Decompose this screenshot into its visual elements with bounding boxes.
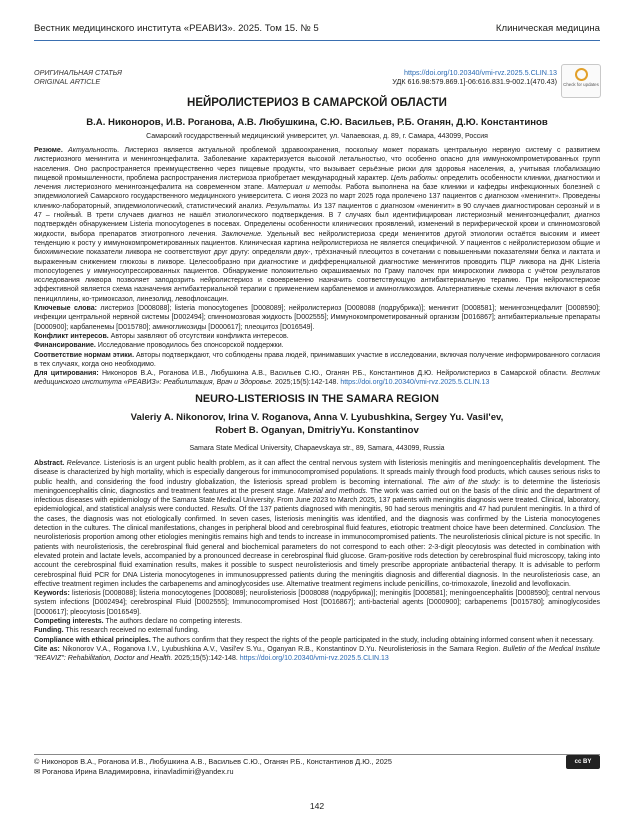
title-ru: НЕЙРОЛИСТЕРИОЗ В САМАРСКОЙ ОБЛАСТИ [187,97,447,109]
funding-en [34,626,600,635]
competing-label-en: Competing interests. [34,618,104,626]
article-identifiers [392,68,557,87]
cite-journal-en: Bulletin of the Medical Institute "REAVIZ": Rehabilitation, Doctor and Health. [34,645,601,663]
ethics-label-en: Compliance with ethical principles. [34,636,151,644]
cite-text-ru: Никоноров В.А., Роганова И.В., Любушкина А.В., Васильев С.Ю., Оганян Р.Б., Константинов Д.Ю. Нейролистериоз в Самарской области. [101,370,568,378]
article-type-en: ORIGINAL ARTICLE [34,77,101,87]
methods-en: The work was carried out on the basis of the clinic and the department of infectious diseases with epidemiology of the Samara State Medical University. From June 2023 to March 2025, 137 patients with meningitis diagnosis were treated. Clinical, laboratory, epidemiological, and statistical analysis were conducted. [34,487,600,514]
cite-tail-en: 2025;15(5):142-148. [174,655,238,663]
citation-en [34,645,600,664]
running-header [34,23,600,37]
section-name: Клиническая медицина [495,23,600,34]
results-label-en: Results. [211,506,237,514]
abstract-label: Abstract. [34,460,65,467]
ethics-text-en: The authors confirm that they respect the rights of the people participated in the study, including obtaining informed consent when it necessary. [152,636,594,644]
competing-en [34,617,600,626]
relevance-en: Listeriosis is an urgent public health problem, as it can affect the central nervous system with listeriosis meningitis and meningoencephalitis development. The disease is characterized by high mortality, which is especially dangerous for immunocompromised populations. It spreads mainly through food products, which causes serious risks to public health, and considering the food industry globalization, the listeriosis spread problem is becoming international. [34,460,600,486]
ethics-label-ru: Соответствие нормам этики. [34,351,135,359]
authors-en [34,411,600,437]
keywords-en [34,589,600,617]
header-divider [34,40,600,41]
citation-ru [34,369,600,388]
footer-copyright-block [34,757,392,777]
page-number: 142 [309,801,325,811]
journal-name: Вестник медицинского института «РЕАВИЗ». 2025. Том 15. № 5 [34,23,319,34]
affiliation-ru: Самарский государственный медицинский университет, ул. Чапаевская, д. 89, г. Самара, 443099, Россия [146,133,488,140]
funding-label-ru: Финансирование. [34,342,96,350]
aim-en: is to determine the listeriosis meningoencephalitis clinic, diagnostics and treatment features at the present stage. [34,478,600,495]
check-for-updates-badge[interactable] [561,64,601,98]
update-check-icon [575,68,588,81]
cite-doi-link-ru[interactable]: https://doi.org/10.20340/vmi-rvz.2025.5.CLIN.13 [340,379,490,387]
udc-code: УДК 616.98:579.869.1]-06:616.831.9-002.1(470.43) [392,77,557,87]
conclusion-label-ru: Заключение. [221,230,263,238]
aim-label-ru: Цель работы: [390,174,439,182]
conclusion-en: The neurolisteriosis proportion among other etiologies meningitis remains high and tends to increase in immunocompromised patients. The neurolisteriosis clinical picture is not specific. In patients with neurolisteriosis, the cerebrospinal fluid general and biochemical parameters do not correspond to each other: 2-3-digit pleocytosis was detected in combination with elevated protein and lactate levels, accompanied by a pronounced decrease in cerebrospinal fluid glucose. Gram-positive rods detection by cerebrospinal fluid microscopy, taking into account the cerebrospinal fluid examination results, makes it possible to suspect neurolisteriosis and timely prescribe appropriate antibacterial therapy. It is advisable to perform cerebrospinal fluid PCR for DNA Listeria monocytogenes in immunosuppressed patients during the meningitis diagnosis and differential diagnosis. In the neurolisteriosis case, an effective treatment regimen includes the carbapenems and aminoglycosides use. Alternative treatment regimens include penicillins, co-trimoxazole, linezolid and levofloxacin. [34,525,601,588]
abstract-en [34,459,600,664]
funding-text-ru: Исследование проводилось без спонсорской поддержки. [97,342,284,350]
results-label-ru: Результаты. [265,202,312,210]
cite-doi-link-en[interactable]: https://doi.org/10.20340/vmi-rvz.2025.5.CLIN.13 [239,655,389,663]
contact-line [34,767,392,777]
relevance-label-en: Relevance. [66,460,102,467]
cc-license-icon[interactable]: cc BY [566,755,600,769]
envelope-icon: ✉ [34,767,41,776]
authors-en-line2: Robert B. Oganyan, DmitriyYu. Konstantinov [215,425,419,436]
resume-label: Резюме. [34,147,63,154]
keywords-label-en: Keywords: [34,590,70,598]
aim-ru: определить особенности клиники, диагностики и лечения листериозного менингоэнцефалита на современном этапе. [34,174,600,192]
conflict-text-ru: Авторы заявляют об отсутствии конфликта интересов. [110,332,289,340]
methods-label-en: Material and methods. [297,487,368,495]
relevance-ru: Листериоз является актуальной проблемой здравоохранения, поскольку может поражать центральную нервную систему с развитием листериозного менингита и менингоэнцефалита. Заболевание характеризуется высокой летальностью, что особенно опасно для иммунокомпрометированных групп населения. Оно распространяется преимущественно через пищевые продукты, что вызывает серьёзные риски для здоровья населения, а, учитывая глобализацию пищевой промышленности, проблема распространения листериоза приобретает международный характер. [34,147,600,182]
doi-link[interactable]: https://doi.org/10.20340/vmi-rvz.2025.5.CLIN.13 [403,68,557,77]
contact-text[interactable]: Роганова Ирина Владимировна, irinavladimiri@yandex.ru [42,767,234,776]
keywords-text-ru: листериоз [D008088]; listeria monocytogenes [D008089]; нейролистериоз [D008088 (подрубрика)]; менингит [D008581]; менингоэнцефалит [D008590]; инфекции центральной нервной системы [D002494]; спинномозговая жидкость [D002555]; Иммунокомпрометированный организм [D016867]; антибактериальные препараты [D000900]; карбапенемы [D015780]; аминогликозиды [D000617]; плеоцитоз [D016549]. [34,305,600,331]
conclusion-label-en: Conclusion. [549,525,586,533]
article-type-ru: ОРИГИНАЛЬНАЯ СТАТЬЯ [34,68,122,77]
badge-label: Check for updates [563,82,599,87]
keywords-label-ru: Ключевые слова: [34,305,97,313]
authors-en-line1: Valeriy A. Nikonorov, Irina V. Roganova, Anna V. Lyubushkina, Sergey Yu. Vasil'ev, [130,412,504,423]
ethics-text-ru: Авторы подтверждают, что соблюдены права людей, принимавших участие в исследовании, включая получение информированного согласия в тех случаях, когда оно необходимо. [34,351,600,368]
ethics-ru [34,351,600,370]
conflict-label-ru: Конфликт интересов. [34,332,109,340]
results-en: Of the 137 patients diagnosed with meningitis, 90 had serous meningitis and 47 had purulent meningitis. In a third of the cases, the diagnosis was not etiologically confirmed. In seven cases, listeriosis meningitis was identified, and the diagnosis was confirmed by the Listeria monocytogenes detection in the cultures. The clinical manifestations, changes in peripheral blood and cerebrospinal fluid features, etiotropic treatment choice have been determined. [34,506,600,533]
methods-label-ru: Материал и методы. [267,184,343,192]
funding-text-en: This research received no external funding. [65,627,200,635]
competing-text-en: The authors declare no competing interests. [105,618,243,626]
conclusion-ru: Удельный вес нейролистериоза среди менингитов другой этиологии остаётся высоким и имеет тенденцию к росту у иммунокомпрометированных пациентов. Клиническая картина нейролистериоза не является специфичной. У пациентов с нейролистериозом общие и биохимические показатели ликвора не соответствуют друг другу: определяли двух-, трёхзначный плеоцитоз в сочетании с повышенными показателями белка и лактата и выраженным снижением глюкозы в ликворе. Целесообразно при диагностике и дифференциальной диагностике менингитов проводить ПЦР ликвора на ДНК Listeria monocytogenes у иммуносупрессированных пациентов. Обнаружение положительно окрашиваемых по Граму палочек при микроскопии ликвора с учётом результатов исследования ликвора позволяет заподозрить нейролистериоз и своевременно назначить соответствующую антибактериальную терапию. При нейролистериозе эффективной является схема назначения антибактериальной терапии с применением карбапенемов и аминогликозидов. Альтернативные схемы лечения включают в себя пенициллины, ко-тримоксазол, линезолид, левофлоксацин. [34,230,600,303]
relevance-label-ru: Актуальность. [67,147,120,154]
article-type [34,68,122,87]
cite-label-ru: Для цитирования: [34,370,99,378]
funding-ru [34,341,600,350]
title-en: NEURO-LISTERIOSIS IN THE SAMARA REGION [195,393,439,405]
aim-label-en: The aim of the study: [427,478,501,486]
funding-label-en: Funding. [34,627,64,635]
results-ru: Из 137 пациентов с диагнозом «менингит» в 90 случаев диагностирован серозный и в 47 – гнойный. В трети случаев диагноз не нашёл этиологического подтверждения. В 7 случаях был идентифицирован листериозный менингоэнцефалит, диагноз подтверждён обнаружением Listeria monocytogenes в посевах. Определены особенности клинических проявлений, изменений в периферической крови и спинномозговой жидкости, выбора препаратов этиотропного лечения. [34,202,600,238]
conflict-ru [34,332,600,341]
cite-text-en: Nikonorov V.A., Roganova I.V., Lyubushkina A.V., Vasil'ev S.Yu., Oganyan R.B., Konstantinov D.Yu. Neurolisteriosis in the Samara Region. [62,645,501,653]
authors-ru: В.А. Никоноров, И.В. Роганова, А.В. Любушкина, С.Ю. Васильев, Р.Б. Оганян, Д.Ю. Константинов [86,117,548,128]
footer-divider [34,754,600,755]
keywords-ru [34,304,600,332]
cite-tail-ru: 2025;15(5):142-148. [274,379,339,387]
cite-label-en: Cite as: [34,645,60,653]
abstract-ru [34,146,600,388]
copyright-line: © Никоноров В.А., Роганова И.В., Любушкина А.В., Васильев С.Ю., Оганян Р.Б., Константинов Д.Ю., 2025 [34,757,392,766]
keywords-text-en: listeriosis [D008088]; listeria monocytogenes [D008089]; neurolisteriosis [D008088 (подрубрика)]; meningitis [D008581]; meningoencephalitis [D008590]; central nervous system infections [D002494]; cerebrospinal Fluid [D002555]; Immunocompromised Host [D016867]; anti-bacterial agents [D000900]; carbapenems [D015780]; aminoglycosides [D000617]; pleocytosis [D016549]. [34,590,600,616]
ethics-en [34,636,600,645]
methods-ru: Работа выполнена на базе клиники и кафедры инфекционных болезней с эпидемиологией Самарского государственного медицинского университета. С июня 2023 по март 2025 года пролечено 137 пациентов с диагнозом «менингит». Проведены клинико-лабораторный, эпидемиологический, статистический анализ. [34,184,600,210]
cite-journal-ru: Вестник медицинского института «РЕАВИЗ»: Реабилитация, Врач и Здоровье. [34,370,601,387]
affiliation-en: Samara State Medical University, Chapaevskaya str., 89, Samara, 443099, Russia [189,445,445,452]
